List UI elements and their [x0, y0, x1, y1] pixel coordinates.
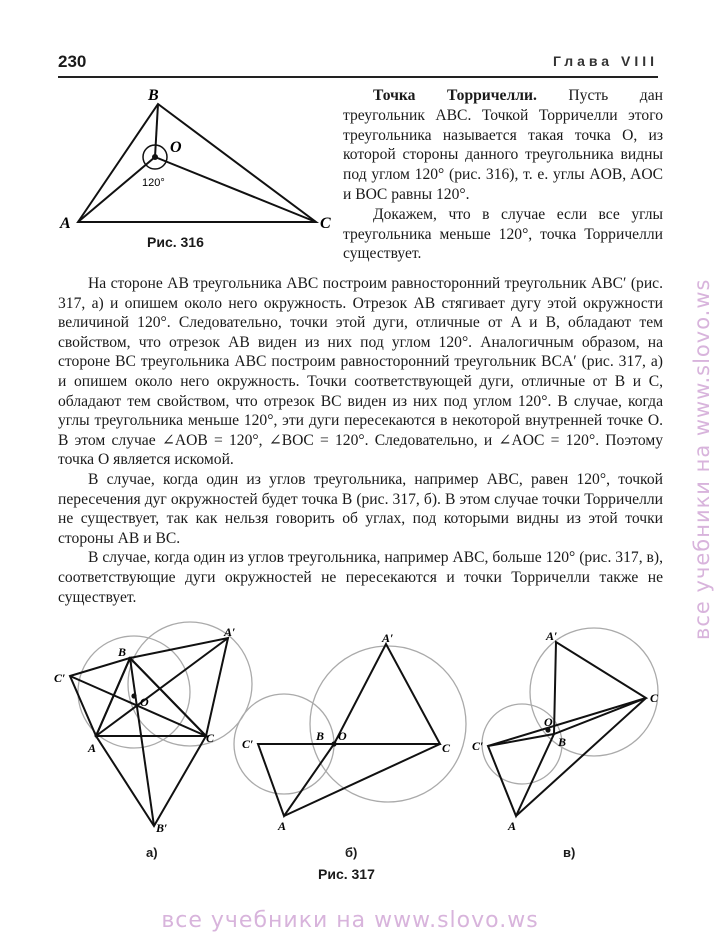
- label-o-a: O: [140, 695, 149, 709]
- circle-c-right: [530, 628, 658, 756]
- label-o-c: O: [544, 715, 553, 729]
- subfigure-a-label: а): [146, 845, 158, 860]
- label-c1-b: C′: [242, 737, 254, 751]
- label-c-a: C: [206, 731, 215, 745]
- paragraph-2: В случае, когда один из углов треугольника, например ABC, равен 120°, точкой пересечения дуг окружностей будет точка B (рис. 317, б). В этом случае точки Торричелли не существует, так как нельзя говорить об углах, под которыми видны из этой точки стороны AB и BC.: [58, 470, 663, 547]
- triangle-b-left: [258, 744, 334, 816]
- angle-label: 120°: [142, 177, 165, 189]
- point-o-a: [131, 693, 136, 698]
- page-number: 230: [58, 52, 87, 71]
- figure-317-caption: Рис. 317: [318, 866, 375, 882]
- label-b1-a: B′: [156, 821, 168, 835]
- figure-316: [58, 82, 338, 232]
- intro-paragraph-2: Докажем, что в случае если все углы треугольника меньше 120°, точка Торричелли существует.: [343, 205, 663, 263]
- circle-b-right: [310, 646, 466, 802]
- watermark-side: все учебники на www.slovo.ws: [690, 278, 714, 640]
- label-a1-b: A′: [382, 631, 394, 645]
- subfigure-b-label: б): [345, 845, 358, 860]
- point-o: [152, 154, 158, 160]
- segment-ac-c: [516, 698, 646, 816]
- label-b-b: B: [316, 729, 325, 743]
- label-o: O: [170, 139, 182, 156]
- triangle-b-right: [334, 644, 440, 744]
- intro-paragraph-1: [343, 86, 663, 205]
- chapter-title: Глава VIII: [552, 53, 658, 69]
- panel-a: [70, 622, 252, 826]
- intro-paragraph-1-text: Пусть дан треугольник ABC. Точкой Торричелли этого треугольника называется такая точка O, из которой стороны данного треугольника видны под углом 120° (рис. 316), т. е. углы AOB, AOC и BOC равны 120°.: [343, 87, 663, 203]
- label-b-a: B: [118, 645, 127, 659]
- label-a1-c: A′: [546, 629, 558, 643]
- triangle-c-left: [488, 734, 554, 816]
- label-b-c: B: [558, 735, 567, 749]
- term-torricelli: Точка Торричелли.: [373, 87, 537, 104]
- triangle-acb1-a: [96, 736, 206, 826]
- subfigure-c-label: в): [563, 845, 576, 860]
- panel-c: [482, 628, 658, 816]
- paragraph-1: На стороне AB треугольника ABC построим равносторонний треугольник ABC′ (рис. 317, а) и опишем около него окружность. Отрезок AB стягивает дугу этой окружности величиной 120°. Следовательно, точки этой дуги, отличные от A и B, обладают тем свойством, что отрезок AB виден из них под углом 120°. Аналогичным образом, на стороне BC треугольника ABC построим равносторонний треугольник BCA′ (рис. 317, а) и опишем около него окружность. Точки соответствующей дуги, отличные от B и C, обладают тем свойством, что отрезок BC виден из них под углом 120°. В случае, когда углы треугольника меньше 120°, эти дуги пересекаются в некоторой внутренней точке O. В этом случае ∠AOB = 120°, ∠BOC = 120°. Следовательно, и ∠AOC = 120°. Поэтому точка O является искомой.: [58, 275, 663, 469]
- triangle-abc1-a: [70, 658, 130, 736]
- label-c: C: [320, 215, 331, 232]
- label-c-c: C: [650, 691, 659, 705]
- label-a-c: A: [508, 819, 517, 833]
- figure-316-caption: Рис. 316: [147, 234, 204, 250]
- intro-text: [343, 86, 663, 264]
- main-text: [58, 274, 663, 607]
- figure-317: [48, 626, 668, 866]
- label-a1-a: A′: [224, 625, 236, 639]
- label-c1-c: C′: [472, 739, 484, 753]
- label-a-b: A: [278, 819, 287, 833]
- paragraph-3: В случае, когда один из углов треугольника, например ABC, больше 120° (рис. 317, в), соответствующие дуги окружностей не пересекаются и точки Торричелли также не существует.: [58, 549, 663, 606]
- triangle-bca1-a: [130, 638, 228, 736]
- triangle-abc: [78, 104, 316, 222]
- segment-bo: [155, 104, 158, 157]
- panel-b: [234, 644, 466, 816]
- segment-aa1-a: [96, 638, 228, 736]
- label-c-b: C: [442, 741, 451, 755]
- segment-ac-b: [284, 744, 440, 816]
- point-o-b: [331, 741, 336, 746]
- triangle-c-right: [554, 642, 646, 734]
- segment-co: [155, 157, 316, 222]
- watermark-bottom: все учебники на www.slovo.ws: [161, 908, 539, 933]
- label-o-b: O: [338, 729, 347, 743]
- label-a-a: A: [88, 741, 97, 755]
- header-rule: [58, 76, 658, 78]
- label-c1-a: C′: [54, 671, 66, 685]
- label-a: A: [60, 215, 71, 232]
- segment-bb1-a: [130, 658, 154, 826]
- label-b: B: [148, 87, 159, 104]
- page-header: [58, 52, 658, 76]
